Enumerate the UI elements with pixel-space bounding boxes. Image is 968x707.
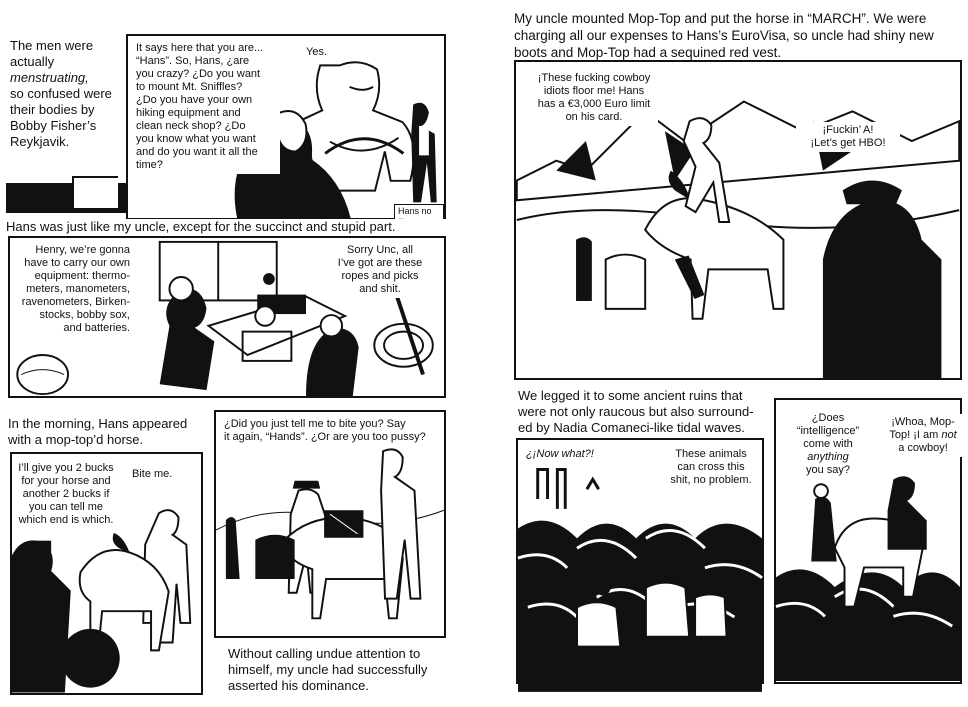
panel-5-mountain-ride <box>514 60 962 380</box>
speech-bubble-hans-bite-me: Bite me. <box>128 466 188 483</box>
speech-bubble-henry-hbo: ¡Fuckin’ A! ¡Let’s get HBO! <box>796 122 900 152</box>
panel-4-bite-you <box>214 410 446 638</box>
speech-bubble-not-a-cowboy: ¡Whoa, Mop- Top! ¡I am not a cowboy! <box>884 414 962 457</box>
panel-7-not-a-cowboy <box>774 398 962 684</box>
caption-men-menstruating: The men were actually menstruating, so confused were their bodies by Bobby Fisher’s Reykjavik. <box>10 38 125 150</box>
panel-1-hans-interview <box>126 34 446 220</box>
speech-bubble-animals-cross: These animals can cross this shit, no problem. <box>666 446 756 489</box>
panel-3-horse-offer <box>10 452 203 695</box>
speech-bubble-uncle-equipment: Henry, we’re gonna have to carry our own equipment: thermo- meters, manometers, ravenometers, Birken- stocks, bobby sox, and batteries. <box>14 242 134 337</box>
panel-black-block-2 <box>72 176 118 208</box>
speech-bubble-henry-ropes: Sorry Unc, all I’ve got are these ropes and picks and shit. <box>332 242 428 298</box>
speech-bubble-uncle-bucks: I’ll give you 2 bucks for your horse and another 2 bucks if you can tell me which end is which. <box>14 460 118 529</box>
speech-bubble-uncle-bite-you: ¿Did you just tell me to bite you? Say it again, “Hands”. ¿Or are you too pussy? <box>220 416 442 446</box>
caption-ancient-ruins: We legged it to some ancient ruins that were not only raucous but also surround- ed by Nadia Comaneci-like tidal waves. <box>518 388 768 436</box>
speech-bubble-hans-yes: Yes. <box>304 44 338 61</box>
caption-morning-hans: In the morning, Hans appeared with a mop-top’d horse. <box>8 416 208 448</box>
not-cowboy-line-2: Top! ¡I am not <box>889 429 957 441</box>
speech-bubble-interviewer: It says here that you are... “Hans”. So, Hans, ¿are you crazy? ¿Do you want to mount Mt. Sniffles? ¿Do you have your own hiking equipment and clean neck shop? ¿Do you know what you want and do you want it all the time? <box>132 40 280 174</box>
speech-bubble-intelligence: ¿Does “intelligence” come with anything you say? <box>778 410 878 479</box>
caption-mop-top-march: My uncle mounted Mop-Top and put the horse in “MARCH”. We were charging all our expenses to Hans’s EuroVisa, so uncle had shiny new boots and Mop-Top had a sequined red vest. <box>514 10 964 61</box>
now-what-text: ¿¡Now what?! <box>526 448 594 460</box>
caption-uncle-dominance: Without calling undue attention to himself, my uncle had successfully asserted his dominance. <box>228 646 450 694</box>
speech-bubble-now-what <box>522 446 602 463</box>
corner-caption-hans-no-like: Hans no <box>394 204 444 230</box>
caption-hans-like-uncle: Hans was just like my uncle, except for the succinct and stupid part. <box>6 219 446 235</box>
intelligence-line-2: come with anything <box>803 438 853 463</box>
panel-2-equipment <box>8 236 446 398</box>
speech-bubble-uncle-cowboy-idiots: ¡These fucking cowboy idiots floor me! Hans has a €3,000 Euro limit on his card. <box>530 70 658 126</box>
panel-6-tidal-waves <box>516 438 764 684</box>
